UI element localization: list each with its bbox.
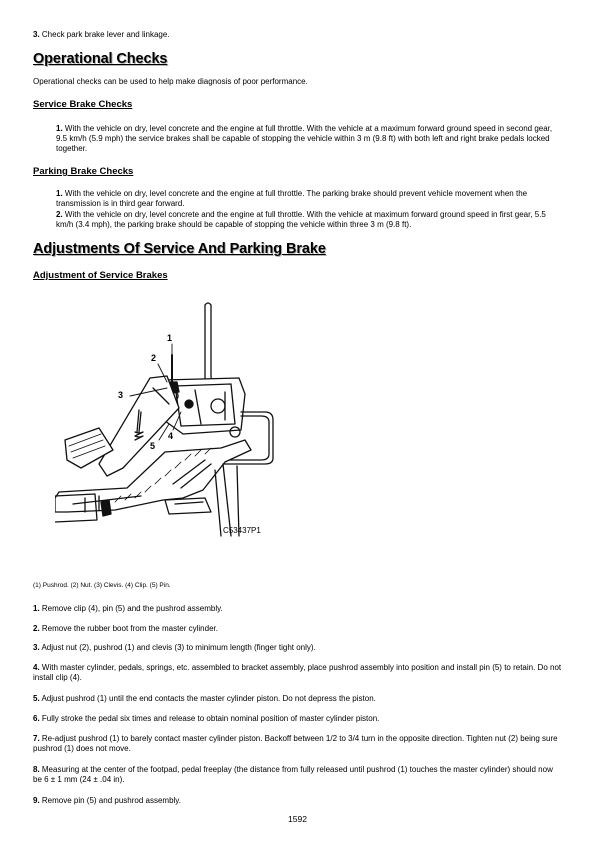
parking-check-step-1 [56,189,564,209]
step-text: With the vehicle on dry, level concrete and the engine at full throttle. With the vehicle at a maximum forward ground speed in second gear, 9.5 km/h (5.9 mph) the service brakes shall be capable of stopping the vehicle within 3 m (9.8 ft) with both left and right brake pedals locked together. [56,124,553,153]
parking-brake-checks-heading: Parking Brake Checks [33,166,134,177]
step-text: With the vehicle on dry, level concrete and the engine at full throttle. With the vehicle at maximum forward ground speed in first gear, 5.5 km/h (3.4 mph), the parking brake should be capable of stopping the vehicle within three 3 m (9.8 ft). [56,210,546,229]
step-number: 8. [33,765,40,774]
step-number: 1. [56,124,63,133]
adjustments-heading: Adjustments Of Service And Parking Brake [33,241,326,257]
procedure-step-1 [33,604,563,614]
step-number: 4. [33,663,40,672]
procedure-step-2 [33,624,563,634]
step-number: 2. [33,624,40,633]
step-text: Fully stroke the pedal six times and release to obtain nominal position of master cylinder piston. [39,714,380,723]
step-number: 7. [33,734,40,743]
procedure-step-3 [33,643,563,653]
step-number: 6. [33,714,40,723]
step-number: 2. [56,210,63,219]
step-text: Adjust pushrod (1) until the end contacts the master cylinder piston. Do not depress the piston. [39,694,376,703]
step-text: Re-adjust pushrod (1) to barely contact master cylinder piston. Backoff between 1/2 to 3/4 turn in the opposite direction. Tighten nut (2) being sure pushrod (1) does not move. [33,734,558,753]
step-text: Adjust nut (2), pushrod (1) and clevis (3) to minimum length (finger tight only). [39,643,316,652]
step-text: Check park brake lever and linkage. [39,30,170,39]
step-text: Remove pin (5) and pushrod assembly. [39,796,181,805]
service-brake-checks-heading: Service Brake Checks [33,99,133,110]
figure-code: C53437P1 [223,526,261,535]
procedure-step-6 [33,714,563,724]
operational-description: Operational checks can be used to help make diagnosis of poor performance. [33,77,308,86]
callout-2: 2 [151,353,157,363]
step-number: 1. [33,604,40,613]
step-number: 9. [33,796,40,805]
procedure-step-8 [33,765,563,785]
step-text: With master cylinder, pedals, springs, etc. assembled to bracket assembly, place pushrod assembly into position and install pin (5) to retain. Do not install clip (4). [33,663,562,682]
procedure-step-5 [33,694,563,704]
operational-checks-heading: Operational Checks [33,51,168,67]
step-text: Remove clip (4), pin (5) and the pushrod assembly. [39,604,223,613]
step-number: 1. [56,189,63,198]
step-text: Remove the rubber boot from the master cylinder. [39,624,218,633]
step-number: 3. [33,643,40,652]
callout-1: 1 [167,333,173,343]
callout-4: 4 [168,431,174,441]
callout-5: 5 [150,441,156,451]
procedure-step-4 [33,663,563,683]
procedure-step-7 [33,734,563,754]
page-number: 1592 [288,814,307,824]
adjustment-service-brakes-heading: Adjustment of Service Brakes [33,270,168,281]
step-text: With the vehicle on dry, level concrete and the engine at full throttle. The parking brake should prevent vehicle movement when the transmission is in third gear forward. [56,189,528,208]
figure-caption: (1) Pushrod. (2) Nut. (3) Clevis. (4) Clip. (5) Pin. [33,582,171,589]
service-check-step-1 [56,124,564,154]
step-text: Measuring at the center of the footpad, pedal freeplay (the distance from fully released until pushrod (1) touches the master cylinder) should now be 6 ± 1 mm (24 ± .04 in). [33,765,553,784]
brake-pedal-diagram [55,300,280,545]
parking-check-step-2 [56,210,564,230]
step-number: 3. [33,30,40,39]
intro-step [33,30,563,40]
callout-3: 3 [118,390,124,400]
procedure-step-9 [33,796,563,806]
step-number: 5. [33,694,40,703]
